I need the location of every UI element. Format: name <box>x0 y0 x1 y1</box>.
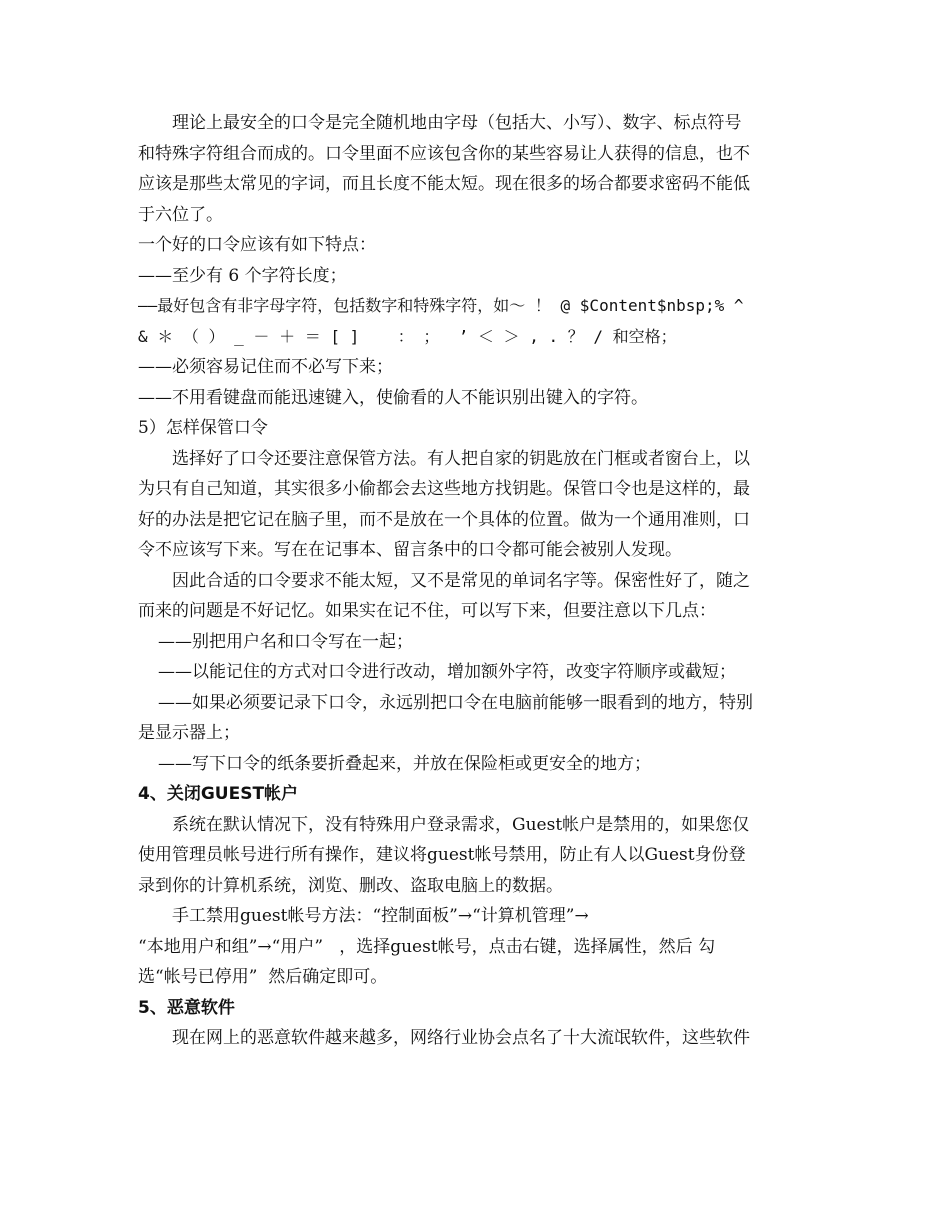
paragraph-line: 手工禁用guest帐号方法：“控制面板”→“计算机管理”→ <box>172 906 589 926</box>
paragraph-line: 而来的问题是不好记忆。如果实在记不住，可以写下来，但要注意以下几点： <box>138 601 716 621</box>
section-heading: 5、恶意软件 <box>138 997 235 1018</box>
paragraph-line: 理论上最安全的口令是完全随机地由字母（包括大、小写）、数字、标点符号 <box>172 113 742 133</box>
list-item-continuation: 是显示器上； <box>138 723 240 743</box>
paragraph-line: 好的办法是把它记在脑子里，而不是放在一个具体的位置。做为一个通用准则，口 <box>138 509 750 530</box>
paragraph-line: 选择好了口令还要注意保管方法。有人把自家的钥匙放在门框或者窗台上，以 <box>172 448 750 469</box>
document-page <box>138 108 814 1054</box>
list-item: ——如果必须要记录下口令，永远别把口令在电脑前能够一眼看到的地方，特别 <box>158 692 753 713</box>
list-item: ——以能记住的方式对口令进行改动，增加额外字符，改变字符顺序或截短； <box>158 662 736 682</box>
section-heading: 4、关闭GUEST帐户 <box>138 784 299 804</box>
paragraph-line: 录到你的计算机系统，浏览、删改、盗取电脑上的数据。 <box>138 875 563 896</box>
paragraph-line: 于六位了。 <box>138 204 223 225</box>
paragraph-line: 使用管理员帐号进行所有操作，建议将guest帐号禁用，防止有人以Guest身份登 <box>138 845 746 865</box>
paragraph-line: 令不应该写下来。写在在记事本、留言条中的口令都可能会被别人发现。 <box>138 540 682 560</box>
paragraph-line: 系统在默认情况下，没有特殊用户登录需求，Guest帐户是禁用的，如果您仅 <box>172 814 750 835</box>
list-item: ——别把用户名和口令写在一起； <box>158 631 413 652</box>
list-item: ——不用看键盘而能迅速键入，使偷看的人不能识别出键入的字符。 <box>138 387 648 408</box>
list-item: ——写下口令的纸条要折叠起来，并放在保险柜或更安全的地方； <box>158 753 651 774</box>
paragraph-line: 选“帐号已停用” 然后确定即可。 <box>138 967 388 987</box>
list-item: ——最好包含有非字母字符，包括数字和特殊字符，如～ ！ @ $Content$nbsp;% ^ <box>138 296 744 315</box>
paragraph-line: 应该是那些太常见的字词，而且长度不能太短。现在很多的场合都要求密码不能低 <box>138 174 750 194</box>
list-intro: 一个好的口令应该有如下特点： <box>138 235 376 255</box>
paragraph-line: 现在网上的恶意软件越来越多，网络行业协会点名了十大流氓软件，这些软件 <box>172 1028 750 1048</box>
section-heading: 5）怎样保管口令 <box>138 418 268 438</box>
paragraph-line: 和特殊字符组合而成的。口令里面不应该包含你的某些容易让人获得的信息，也不 <box>138 143 750 164</box>
list-item: ——至少有 6 个字符长度； <box>138 265 347 286</box>
paragraph-line: 为只有自己知道，其实很多小偷都会去这些地方找钥匙。保管口令也是这样的，最 <box>138 479 750 499</box>
list-item: ——必须容易记住而不必写下来； <box>138 357 393 377</box>
paragraph-line: 因此合适的口令要求不能太短，又不是常见的单词名字等。保密性好了，随之 <box>172 570 750 591</box>
list-item-continuation: & ＊ （ ） _ － ＋ ＝ [ ] ： ； ’ ＜ ＞ , . ？ / 和空格； <box>138 326 677 346</box>
paragraph-line: “本地用户和组”→“用户” ，选择guest帐号，点击右键，选择属性，然后 勾 <box>138 936 716 957</box>
